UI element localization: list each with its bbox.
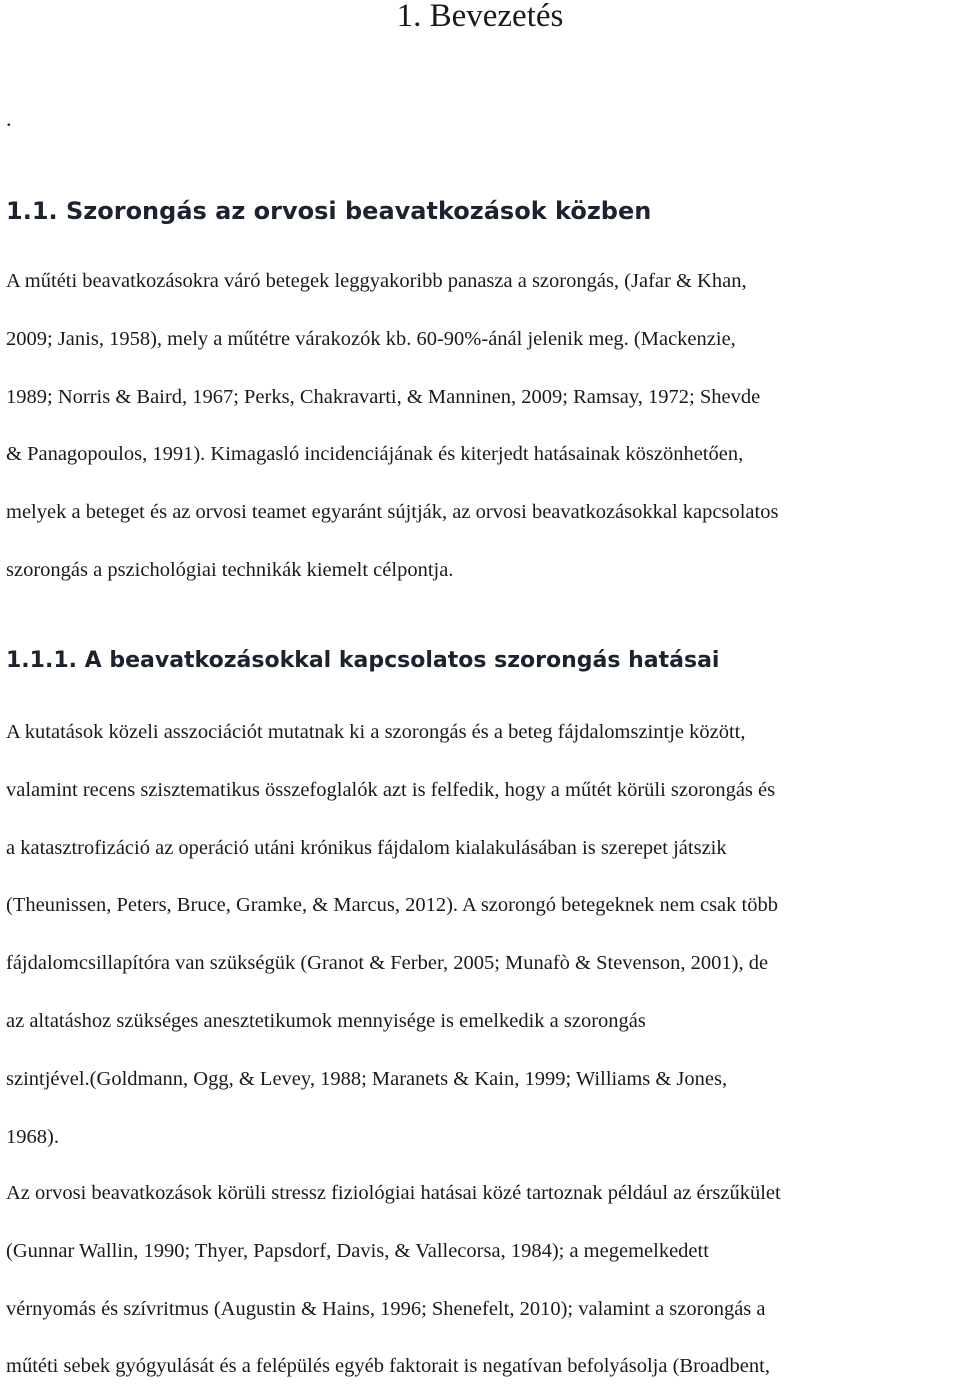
paragraph-anxiety-effects [6, 704, 956, 1166]
text-line: műtéti sebek gyógyulását és a felépülés egyéb faktorait is negatívan befolyásolja (Broadbent, [6, 1355, 770, 1378]
text-line: szintjével.(Goldmann, Ogg, & Levey, 1988; Maranets & Kain, 1999; Williams & Jones, [6, 1067, 728, 1090]
section-heading: 1.1. Szorongás az orvosi beavatkozások közben [6, 197, 652, 225]
text-line: & Panagopoulos, 1991). Kimagasló incidenciájának és kiterjedt hatásainak köszönhetően, [6, 443, 744, 466]
separator-dot: . [6, 106, 12, 131]
text-line: melyek a beteget és az orvosi teamet egyaránt sújtják, az orvosi beavatkozásokkal kapcsolatos [6, 501, 779, 524]
text-line: A kutatások közeli asszociációt mutatnak ki a szorongás és a beteg fájdalomszintje között, [6, 721, 746, 743]
text-line: vérnyomás és szívritmus (Augustin & Hains, 1996; Shenefelt, 2010); valamint a szorongás a [6, 1297, 766, 1320]
text-line: 2009; Janis, 1958), mely a műtétre várakozók kb. 60-90%-ánál jelenik meg. (Mackenzie, [6, 327, 736, 350]
subsection-heading: 1.1.1. A beavatkozásokkal kapcsolatos szorongás hatásai [6, 648, 720, 673]
text-line: valamint recens szisztematikus összefoglalók azt is felfedik, hogy a műtét körüli szorongás és [6, 778, 776, 801]
text-line: a katasztrofizáció az operáció utáni krónikus fájdalom kialakulásában is szerepet játszik [6, 836, 727, 859]
text-line: (Theunissen, Peters, Bruce, Gramke, & Marcus, 2012). A szorongó betegeknek nem csak több [6, 894, 778, 917]
text-line: az altatáshoz szükséges anesztetikumok mennyisége is emelkedik a szorongás [6, 1009, 646, 1032]
paragraph-physiological-effects [6, 1165, 956, 1396]
text-line: szorongás a pszichológiai technikák kiemelt célpontja. [6, 558, 454, 581]
chapter-title: 1. Bevezetés [396, 0, 564, 34]
text-line: 1989; Norris & Baird, 1967; Perks, Chakravarti, & Manninen, 2009; Ramsay, 1972; Shevde [6, 385, 761, 408]
paragraph-anxiety-intro [6, 253, 956, 600]
text-line: A műtéti beavatkozásokra váró betegek leggyakoribb panasza a szorongás, (Jafar & Khan, [6, 270, 747, 292]
text-line: fájdalomcsillapítóra van szükségük (Granot & Ferber, 2005; Munafò & Stevenson, 2001), de [6, 952, 769, 975]
text-line: (Gunnar Wallin, 1990; Thyer, Papsdorf, Davis, & Vallecorsa, 1984); a megemelkedett [6, 1239, 709, 1262]
text-line: 1968). [6, 1125, 59, 1148]
text-line: Az orvosi beavatkozások körüli stressz fiziológiai hatásai közé tartoznak például az érszűkület [6, 1182, 781, 1204]
